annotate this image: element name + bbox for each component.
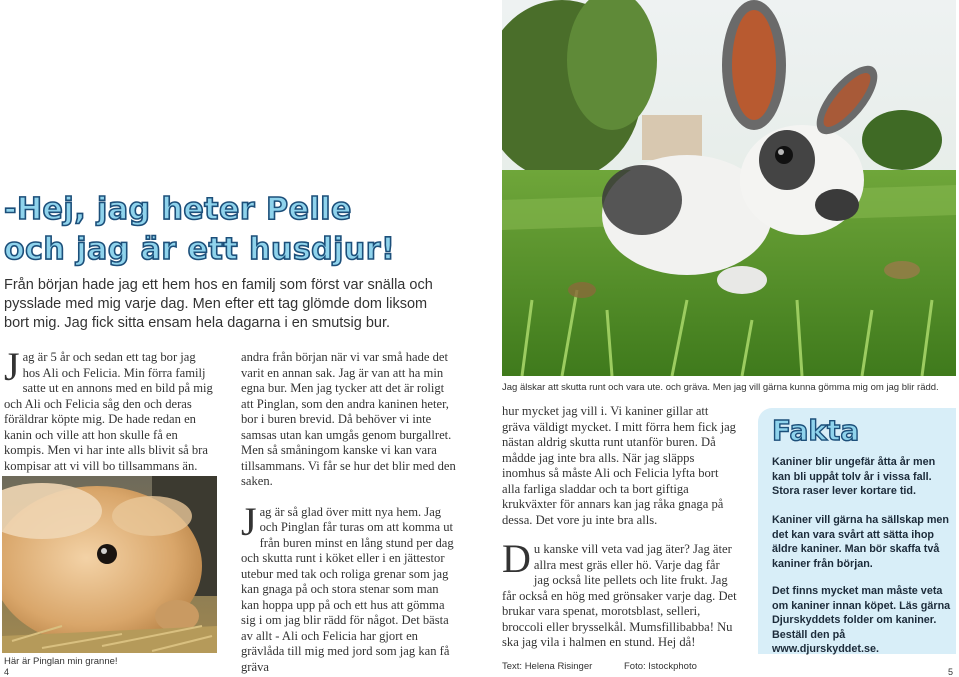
drop-cap: J <box>4 344 20 389</box>
photo-credit: Foto: Istockphoto <box>624 661 697 672</box>
headline-line-2: och jag är ett husdjur! <box>4 232 396 267</box>
column-3-paragraph-1: hur mycket jag vill i. Vi kaniner gillar att gräva väldigt mycket. I mitt förra hem fick jag nästan aldrig skutta runt utanför buren. Då mådde jag inte bra alls. När jag släpps inomhus så måste Ali och Felicia lyfta bort alla farliga sladdar och ta bort giftiga krukväxter för annars kan jag råka gnaga på dessa. Det vore ju inte bra alls. <box>502 404 736 527</box>
pinglan-photo <box>2 476 217 653</box>
headline <box>4 190 444 270</box>
fact-item: Det finns mycket man måste veta om kaniner innan köpet. Läs gärna Djurskyddets folder om kaniner. Beställ den på www.djurskyddet.se. <box>772 585 951 655</box>
drop-cap: D <box>502 536 531 581</box>
page-number-right: 5 <box>948 667 954 677</box>
column-2-paragraph-2-text: ag är så glad över mitt nya hem. Jag och Pinglan får turas om att komma ut från buren minst en lång stund per dag och skutta runt i köket eller i en jättestor utebur med tak och roliga grenar som jag kan gnaga på och stora stenar som man kan hoppa upp på och ett hus att gömma sig i om jag blir rädd för något. Det bästa av allt - Ali och Felicia har gjort en grävlåda till mig med jord som jag kan få gräva <box>241 504 454 674</box>
column-3-paragraph-2-text: u kanske vill veta vad jag äter? Jag äter allra mest gräs eller hö. Varje dag får jag också lite pellets och lite frukt. Jag får också en hög med grönsaker varje dag. Det brukar vara spenat, morotsblast, selleri, broccoli eller brysselkål. Mumsfillibabba! Nu ska jag vila i halmen en stund. Hej då! <box>502 542 737 649</box>
column-3-paragraph-2 <box>502 536 738 651</box>
column-2-paragraph-1: andra från början när vi var små hade det varit en annan sak. Jag är van att ha min egna bur. Men jag tycker att det är roligt att Pinglan, som den andra kaninen heter, bor i buren brevid. Då behöver vi inte samsas utan kan umgås genom burgallret. Men så småningom kanske vi kan vara tillsammans. Vi får se hur det blir med den saken. <box>241 350 456 488</box>
text-credit: Text: Helena Risinger <box>502 661 593 672</box>
column-2-paragraph-2 <box>241 498 459 676</box>
column-1 <box>4 344 214 490</box>
black-white-rabbit-image <box>502 0 956 376</box>
tan-rabbit-image <box>2 476 217 653</box>
facts-box <box>758 408 956 654</box>
fact-item: Kaniner blir ungefär åtta år men kan bli uppåt tolv år i vissa fall. Stora raser lever kortare tid. <box>772 456 936 497</box>
facts-title: Fakta <box>772 414 860 447</box>
column-1-text: ag är 5 år och sedan ett tag bor jag hos Ali och Felicia. Min förra familj satte ut en annons med en bild på mig och Ali och Felicia såg den och deras föräldrar köpte mig. De hade redan en kanin och ville att hon skulle få en kompis. Men vi har inte alls blivit så bra kompisar att vi vill bo tillsammans än. <box>4 350 213 473</box>
drop-cap: J <box>241 498 257 544</box>
pelle-photo <box>502 0 956 376</box>
column-2 <box>241 350 459 675</box>
lead-paragraph: Från början hade jag ett hem hos en familj som först var snälla och pysslade med mig varje dag. Men efter ett tag glömde dom liksom bort mig. Jag fick sitta ensam hela dagarna i en smutsig bur. <box>4 277 433 331</box>
column-3 <box>502 404 738 651</box>
headline-line-1: -Hej, jag heter Pelle <box>4 192 352 227</box>
page-number-left: 4 <box>4 667 10 677</box>
fact-item: Kaniner vill gärna ha sällskap men det kan vara svårt att sätta ihop äldre kaniner. Man bör skaffa två kaniner från början. <box>772 514 950 570</box>
small-photo-caption: Här är Pinglan min granne! <box>4 656 118 667</box>
big-photo-caption: Jag älskar att skutta runt och vara ute. och gräva. Men jag vill gärna kunna gömma mig om jag blir rädd. <box>502 382 939 393</box>
